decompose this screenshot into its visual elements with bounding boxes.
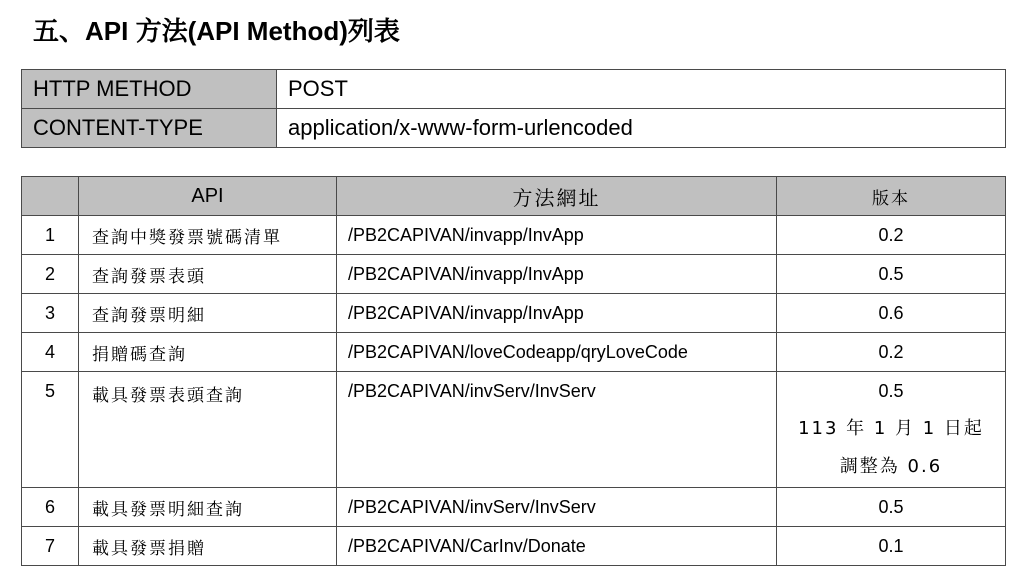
version-note-line1: 113 年 1 月 1 日起 (798, 418, 984, 439)
row-index: 5 (22, 372, 79, 488)
header-index (22, 177, 79, 216)
row-version: 0.1 (777, 527, 1006, 566)
row-api-name: 查詢發票表頭 (79, 255, 337, 294)
row-version: 0.2 (777, 333, 1006, 372)
version-note-line2: 調整為 0.6 (839, 456, 943, 477)
row-index: 6 (22, 488, 79, 527)
row-index: 1 (22, 216, 79, 255)
row-version: 0.5 (777, 488, 1006, 527)
row-api-name: 載具發票捐贈 (79, 527, 337, 566)
row-index: 4 (22, 333, 79, 372)
row-version: 0.2 (777, 216, 1006, 255)
row-api-name: 查詢中獎發票號碼清單 (79, 216, 337, 255)
table-row (22, 255, 1006, 294)
meta-row (22, 109, 1006, 148)
table-row (22, 527, 1006, 566)
row-api-name: 載具發票明細查詢 (79, 488, 337, 527)
meta-key: HTTP METHOD (22, 70, 277, 109)
table-header-row (22, 177, 1006, 216)
row-url: /PB2CAPIVAN/invapp/InvApp (337, 216, 777, 255)
meta-table (21, 69, 1006, 148)
row-api-name: 載具發票表頭查詢 (79, 372, 337, 488)
api-table (21, 176, 1006, 566)
row-url: /PB2CAPIVAN/invServ/InvServ (337, 372, 777, 488)
row-api-name: 查詢發票明細 (79, 294, 337, 333)
meta-row (22, 70, 1006, 109)
row-index: 3 (22, 294, 79, 333)
row-version: 0.6 (777, 294, 1006, 333)
row-version: 0.5 (878, 381, 904, 401)
table-row (22, 216, 1006, 255)
table-row (22, 294, 1006, 333)
header-api: API (79, 177, 337, 216)
table-row (22, 372, 1006, 488)
row-url: /PB2CAPIVAN/invServ/InvServ (337, 488, 777, 527)
row-api-name: 捐贈碼查詢 (79, 333, 337, 372)
row-url: /PB2CAPIVAN/loveCodeapp/qryLoveCode (337, 333, 777, 372)
row-url: /PB2CAPIVAN/invapp/InvApp (337, 255, 777, 294)
table-row (22, 333, 1006, 372)
row-url: /PB2CAPIVAN/invapp/InvApp (337, 294, 777, 333)
row-index: 2 (22, 255, 79, 294)
header-version: 版本 (777, 177, 1006, 216)
row-index: 7 (22, 527, 79, 566)
meta-value: application/x-www-form-urlencoded (277, 109, 1006, 148)
row-version: 0.5 (777, 255, 1006, 294)
row-version-cell (777, 372, 1006, 488)
meta-value: POST (277, 70, 1006, 109)
table-row (22, 488, 1006, 527)
header-url: 方法網址 (337, 177, 777, 216)
page-title: 五、API 方法(API Method)列表 (33, 16, 400, 46)
row-url: /PB2CAPIVAN/CarInv/Donate (337, 527, 777, 566)
meta-key: CONTENT-TYPE (22, 109, 277, 148)
